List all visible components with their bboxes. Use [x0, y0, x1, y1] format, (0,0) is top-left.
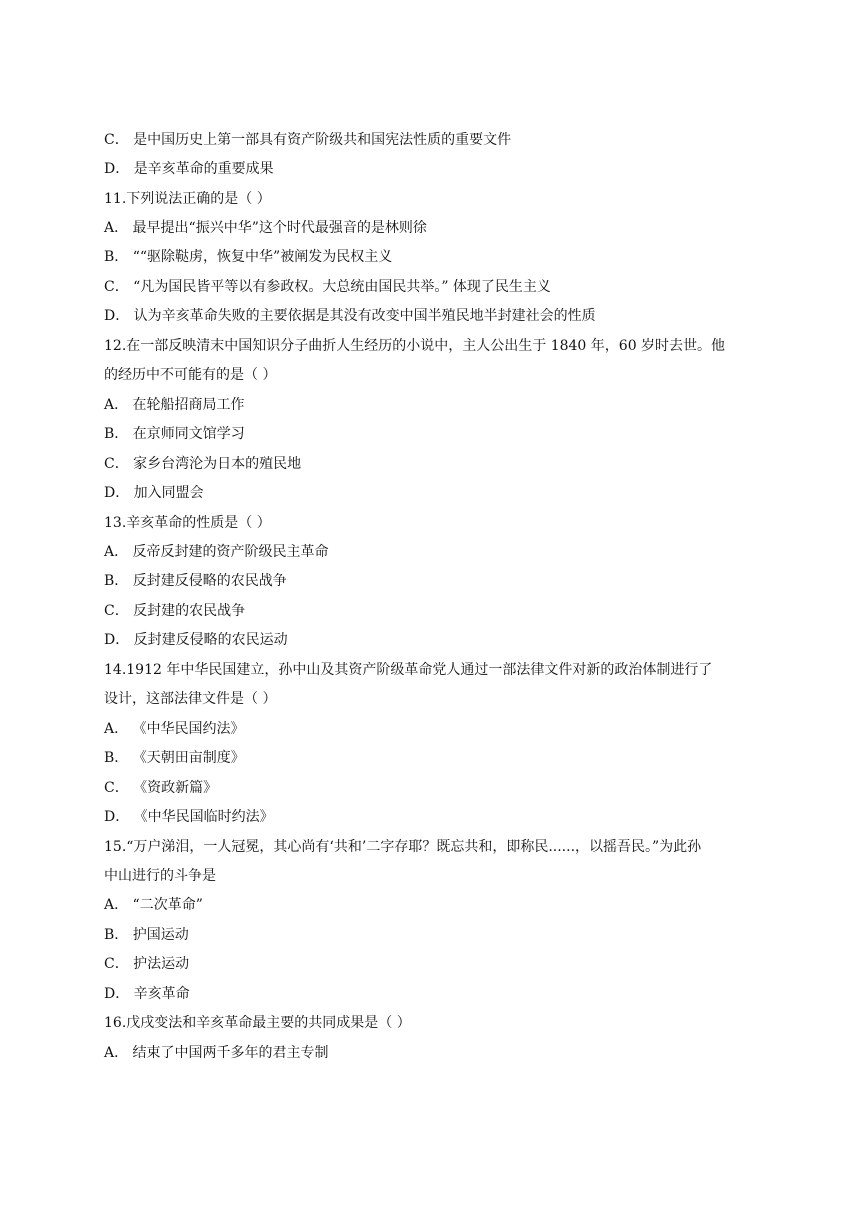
q13-option-d: D． 反封建反侵略的农民运动 [104, 632, 288, 648]
q11-option-a: A． 最早提出“振兴中华”这个时代最强音的是林则徐 [104, 220, 427, 236]
q15-option-a: A． “二次革命” [104, 897, 203, 913]
q13-option-b: B． 反封建反侵略的农民战争 [104, 573, 287, 589]
q11-option-c: C． “凡为国民皆平等以有参政权。大总统由国民共举。” 体现了民生主义 [104, 279, 551, 295]
q14-stem-line2: 设计，这部法律文件是（ ） [104, 691, 277, 707]
q12-option-d: D． 加入同盟会 [104, 485, 204, 501]
q12-option-b: B． 在京师同文馆学习 [104, 426, 245, 442]
q15-stem-line1: 15.“万户涕泪，一人冠冕，其心尚有‘共和’二字存耶？既忘共和，即称民......，以摇吾民。”为此孙 [104, 839, 702, 855]
q12-stem-line2: 的经历中不可能有的是（ ） [104, 367, 277, 383]
q12-option-c: C． 家乡台湾沦为日本的殖民地 [104, 456, 302, 472]
q14-option-d: D． 《中华民国临时约法》 [104, 809, 274, 825]
q14-option-a: A． 《中华民国约法》 [104, 721, 245, 737]
q14-option-c: C． 《资政新篇》 [104, 780, 218, 796]
q11-option-d: D． 认为辛亥革命失败的主要依据是其没有改变中国半殖民地半封建社会的性质 [104, 308, 596, 324]
q11-stem: 11.下列说法正确的是（ ） [104, 191, 271, 207]
q15-option-b: B． 护国运动 [104, 927, 189, 943]
q12-option-a: A． 在轮船招商局工作 [104, 397, 245, 413]
q10-option-d: D． 是辛亥革命的重要成果 [104, 161, 274, 177]
q12-stem-line1: 12.在一部反映清末中国知识分子曲折人生经历的小说中，主人公出生于 1840 年，60 岁时去世。他 [104, 338, 726, 354]
q15-stem-line2: 中山进行的斗争是 [104, 868, 216, 884]
q15-option-d: D． 辛亥革命 [104, 986, 190, 1002]
q15-option-c: C． 护法运动 [104, 956, 190, 972]
q10-option-c: C． 是中国历史上第一部具有资产阶级共和国宪法性质的重要文件 [104, 132, 512, 148]
q13-option-a: A． 反帝反封建的资产阶级民主革命 [104, 544, 329, 560]
q13-stem: 13.辛亥革命的性质是（ ） [104, 515, 271, 531]
q11-option-b: B． ““驱除鞑虏，恢复中华”被阐发为民权主义 [104, 249, 393, 265]
q16-option-a: A． 结束了中国两千多年的君主专制 [104, 1045, 329, 1061]
q16-stem: 16.戊戌变法和辛亥革命最主要的共同成果是（ ） [104, 1015, 411, 1031]
q14-stem-line1: 14.1912 年中华民国建立，孙中山及其资产阶级革命党人通过一部法律文件对新的政治体制进行了 [104, 662, 713, 678]
q14-option-b: B． 《天朝田亩制度》 [104, 750, 245, 766]
q13-option-c: C． 反封建的农民战争 [104, 603, 246, 619]
